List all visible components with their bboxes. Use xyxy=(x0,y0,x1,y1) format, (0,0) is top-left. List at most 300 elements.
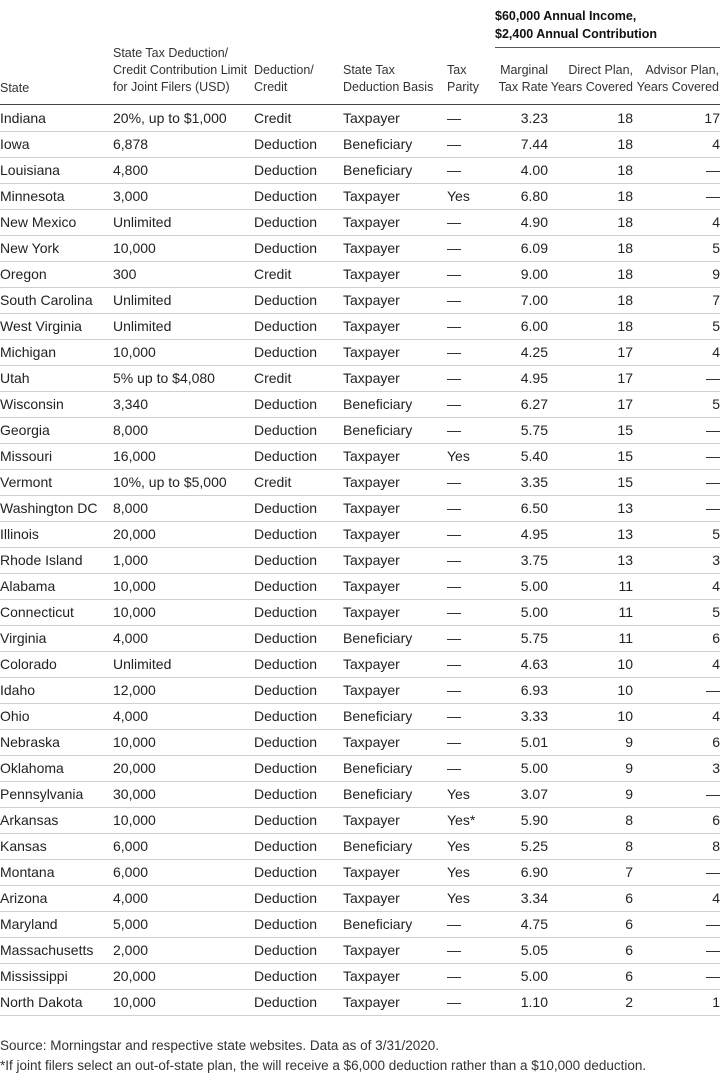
basis-cell: Taxpayer xyxy=(343,938,447,964)
state-cell: Montana xyxy=(0,860,113,886)
rate-cell: 7.44 xyxy=(495,132,548,158)
state-cell: North Dakota xyxy=(0,990,113,1016)
state-cell: Rhode Island xyxy=(0,548,113,574)
advisor-years-cell: 6 xyxy=(633,730,720,756)
limit-cell: 20,000 xyxy=(113,522,254,548)
basis-cell: Taxpayer xyxy=(343,652,447,678)
limit-cell: 20,000 xyxy=(113,964,254,990)
state-cell: Wisconsin xyxy=(0,392,113,418)
type-cell: Deduction xyxy=(254,912,343,938)
rate-cell: 4.95 xyxy=(495,522,548,548)
type-cell: Deduction xyxy=(254,314,343,340)
rate-cell: 3.35 xyxy=(495,470,548,496)
table-row xyxy=(0,600,720,626)
state-cell: Oklahoma xyxy=(0,756,113,782)
advisor-years-cell: — xyxy=(633,964,720,990)
limit-cell: 2,000 xyxy=(113,938,254,964)
limit-cell: 30,000 xyxy=(113,782,254,808)
state-cell: Oregon xyxy=(0,262,113,288)
table-row xyxy=(0,184,720,210)
advisor-years-cell: — xyxy=(633,444,720,470)
rate-cell: 6.80 xyxy=(495,184,548,210)
table-row xyxy=(0,990,720,1016)
column-header-direct: Direct Plan, Years Covered xyxy=(550,63,633,94)
table-row xyxy=(0,288,720,314)
basis-cell: Taxpayer xyxy=(343,730,447,756)
parity-cell: — xyxy=(447,548,495,574)
advisor-years-cell: 4 xyxy=(633,210,720,236)
rate-cell: 6.93 xyxy=(495,678,548,704)
parity-cell: — xyxy=(447,730,495,756)
advisor-years-cell: 4 xyxy=(633,340,720,366)
table-row xyxy=(0,210,720,236)
type-cell: Deduction xyxy=(254,158,343,184)
limit-cell: 10,000 xyxy=(113,340,254,366)
advisor-years-cell: 5 xyxy=(633,600,720,626)
parity-cell: — xyxy=(447,990,495,1016)
limit-cell: 6,000 xyxy=(113,860,254,886)
direct-years-cell: 6 xyxy=(548,886,633,912)
state-cell: Kansas xyxy=(0,834,113,860)
rate-cell: 3.23 xyxy=(495,106,548,132)
type-cell: Deduction xyxy=(254,496,343,522)
parity-cell: — xyxy=(447,756,495,782)
advisor-years-cell: 6 xyxy=(633,808,720,834)
parity-cell: — xyxy=(447,106,495,132)
table-row xyxy=(0,808,720,834)
parity-cell: — xyxy=(447,704,495,730)
rate-cell: 3.07 xyxy=(495,782,548,808)
basis-cell: Taxpayer xyxy=(343,600,447,626)
advisor-years-cell: 17 xyxy=(633,106,720,132)
parity-cell: Yes xyxy=(447,184,495,210)
direct-years-cell: 9 xyxy=(548,756,633,782)
rate-cell: 6.09 xyxy=(495,236,548,262)
parity-cell: — xyxy=(447,314,495,340)
state-cell: New York xyxy=(0,236,113,262)
advisor-years-cell: 3 xyxy=(633,756,720,782)
rate-cell: 5.75 xyxy=(495,626,548,652)
basis-cell: Taxpayer xyxy=(343,444,447,470)
limit-cell: 10%, up to $5,000 xyxy=(113,470,254,496)
limit-cell: 20%, up to $1,000 xyxy=(113,106,254,132)
direct-years-cell: 13 xyxy=(548,496,633,522)
column-header-type: Deduction/ Credit xyxy=(254,63,314,94)
advisor-years-cell: 5 xyxy=(633,392,720,418)
limit-cell: 10,000 xyxy=(113,730,254,756)
state-cell: Colorado xyxy=(0,652,113,678)
footnote: *If joint filers select an out-of-state plan, the will receive a $6,000 deduction rather than a $10,000 deduction. xyxy=(0,1058,647,1073)
direct-years-cell: 8 xyxy=(548,808,633,834)
rate-cell: 5.90 xyxy=(495,808,548,834)
table-row xyxy=(0,236,720,262)
state-cell: Nebraska xyxy=(0,730,113,756)
advisor-years-cell: 5 xyxy=(633,236,720,262)
advisor-years-cell: — xyxy=(633,158,720,184)
advisor-years-cell: — xyxy=(633,184,720,210)
type-cell: Deduction xyxy=(254,626,343,652)
rate-cell: 1.10 xyxy=(495,990,548,1016)
direct-years-cell: 17 xyxy=(548,366,633,392)
table-row xyxy=(0,574,720,600)
table-row xyxy=(0,496,720,522)
type-cell: Deduction xyxy=(254,782,343,808)
limit-cell: 3,340 xyxy=(113,392,254,418)
type-cell: Deduction xyxy=(254,678,343,704)
rate-cell: 4.00 xyxy=(495,158,548,184)
header-rule xyxy=(0,104,720,105)
advisor-years-cell: — xyxy=(633,678,720,704)
direct-years-cell: 18 xyxy=(548,262,633,288)
basis-cell: Taxpayer xyxy=(343,262,447,288)
direct-years-cell: 18 xyxy=(548,132,633,158)
advisor-years-cell: 6 xyxy=(633,626,720,652)
type-cell: Deduction xyxy=(254,184,343,210)
parity-cell: — xyxy=(447,236,495,262)
state-cell: Ohio xyxy=(0,704,113,730)
basis-cell: Taxpayer xyxy=(343,288,447,314)
limit-cell: 8,000 xyxy=(113,418,254,444)
state-cell: Massachusetts xyxy=(0,938,113,964)
type-cell: Deduction xyxy=(254,288,343,314)
limit-cell: 10,000 xyxy=(113,990,254,1016)
advisor-years-cell: 4 xyxy=(633,704,720,730)
direct-years-cell: 15 xyxy=(548,444,633,470)
direct-years-cell: 18 xyxy=(548,288,633,314)
rate-cell: 3.75 xyxy=(495,548,548,574)
basis-cell: Beneficiary xyxy=(343,418,447,444)
advisor-years-cell: 8 xyxy=(633,834,720,860)
limit-cell: 4,000 xyxy=(113,704,254,730)
limit-cell: 6,000 xyxy=(113,834,254,860)
rate-cell: 4.75 xyxy=(495,912,548,938)
parity-cell: Yes xyxy=(447,886,495,912)
parity-cell: — xyxy=(447,392,495,418)
state-cell: Indiana xyxy=(0,106,113,132)
state-cell: Virginia xyxy=(0,626,113,652)
parity-cell: — xyxy=(447,158,495,184)
limit-cell: 4,800 xyxy=(113,158,254,184)
basis-cell: Beneficiary xyxy=(343,158,447,184)
rate-cell: 5.00 xyxy=(495,574,548,600)
state-cell: Connecticut xyxy=(0,600,113,626)
table-row xyxy=(0,444,720,470)
type-cell: Deduction xyxy=(254,860,343,886)
table-row xyxy=(0,626,720,652)
table-row xyxy=(0,314,720,340)
basis-cell: Beneficiary xyxy=(343,912,447,938)
direct-years-cell: 15 xyxy=(548,470,633,496)
basis-cell: Beneficiary xyxy=(343,756,447,782)
limit-cell: 4,000 xyxy=(113,886,254,912)
advisor-years-cell: — xyxy=(633,496,720,522)
advisor-years-cell: — xyxy=(633,366,720,392)
type-cell: Deduction xyxy=(254,704,343,730)
basis-cell: Taxpayer xyxy=(343,210,447,236)
advisor-years-cell: 4 xyxy=(633,886,720,912)
rate-cell: 6.00 xyxy=(495,314,548,340)
advisor-years-cell: — xyxy=(633,418,720,444)
column-header-advisor: Advisor Plan, Years Covered xyxy=(636,63,719,94)
direct-years-cell: 11 xyxy=(548,626,633,652)
table-row xyxy=(0,860,720,886)
type-cell: Deduction xyxy=(254,730,343,756)
rate-cell: 5.25 xyxy=(495,834,548,860)
column-header-limit: State Tax Deduction/ Credit Contribution Limit for Joint Filers (USD) xyxy=(113,46,248,94)
state-cell: South Carolina xyxy=(0,288,113,314)
advisor-years-cell: 4 xyxy=(633,652,720,678)
state-cell: Arkansas xyxy=(0,808,113,834)
basis-cell: Taxpayer xyxy=(343,314,447,340)
direct-years-cell: 17 xyxy=(548,340,633,366)
rate-cell: 9.00 xyxy=(495,262,548,288)
basis-cell: Taxpayer xyxy=(343,106,447,132)
type-cell: Deduction xyxy=(254,600,343,626)
limit-cell: Unlimited xyxy=(113,210,254,236)
limit-cell: Unlimited xyxy=(113,314,254,340)
rate-cell: 5.00 xyxy=(495,600,548,626)
group-header-rule xyxy=(495,47,720,48)
table-row xyxy=(0,548,720,574)
table-row xyxy=(0,652,720,678)
table-row xyxy=(0,418,720,444)
direct-years-cell: 9 xyxy=(548,782,633,808)
rate-cell: 3.33 xyxy=(495,704,548,730)
table-row xyxy=(0,912,720,938)
type-cell: Credit xyxy=(254,262,343,288)
limit-cell: 20,000 xyxy=(113,756,254,782)
limit-cell: 3,000 xyxy=(113,184,254,210)
type-cell: Deduction xyxy=(254,886,343,912)
table-row xyxy=(0,340,720,366)
advisor-years-cell: — xyxy=(633,782,720,808)
parity-cell: Yes xyxy=(447,860,495,886)
basis-cell: Taxpayer xyxy=(343,548,447,574)
rate-cell: 3.34 xyxy=(495,886,548,912)
rate-cell: 4.90 xyxy=(495,210,548,236)
column-header-basis: State Tax Deduction Basis xyxy=(343,63,434,94)
rate-cell: 6.27 xyxy=(495,392,548,418)
advisor-years-cell: 1 xyxy=(633,990,720,1016)
parity-cell: — xyxy=(447,496,495,522)
direct-years-cell: 10 xyxy=(548,704,633,730)
advisor-years-cell: 4 xyxy=(633,574,720,600)
basis-cell: Taxpayer xyxy=(343,574,447,600)
type-cell: Deduction xyxy=(254,548,343,574)
state-cell: Illinois xyxy=(0,522,113,548)
advisor-years-cell: — xyxy=(633,938,720,964)
direct-years-cell: 18 xyxy=(548,184,633,210)
parity-cell: — xyxy=(447,626,495,652)
direct-years-cell: 7 xyxy=(548,860,633,886)
type-cell: Deduction xyxy=(254,652,343,678)
table-row xyxy=(0,392,720,418)
type-cell: Deduction xyxy=(254,808,343,834)
direct-years-cell: 18 xyxy=(548,106,633,132)
parity-cell: — xyxy=(447,418,495,444)
type-cell: Deduction xyxy=(254,418,343,444)
basis-cell: Taxpayer xyxy=(343,184,447,210)
parity-cell: Yes xyxy=(447,782,495,808)
state-cell: Pennsylvania xyxy=(0,782,113,808)
table-row xyxy=(0,262,720,288)
parity-cell: — xyxy=(447,912,495,938)
advisor-years-cell: 3 xyxy=(633,548,720,574)
limit-cell: Unlimited xyxy=(113,288,254,314)
rate-cell: 7.00 xyxy=(495,288,548,314)
state-cell: Iowa xyxy=(0,132,113,158)
limit-cell: 5,000 xyxy=(113,912,254,938)
advisor-years-cell: — xyxy=(633,470,720,496)
table-row xyxy=(0,470,720,496)
state-cell: New Mexico xyxy=(0,210,113,236)
basis-cell: Taxpayer xyxy=(343,990,447,1016)
direct-years-cell: 10 xyxy=(548,652,633,678)
state-tax-table xyxy=(0,106,720,1016)
type-cell: Credit xyxy=(254,366,343,392)
direct-years-cell: 10 xyxy=(548,678,633,704)
type-cell: Deduction xyxy=(254,236,343,262)
table-row xyxy=(0,834,720,860)
basis-cell: Taxpayer xyxy=(343,340,447,366)
type-cell: Deduction xyxy=(254,756,343,782)
direct-years-cell: 13 xyxy=(548,522,633,548)
direct-years-cell: 2 xyxy=(548,990,633,1016)
state-cell: Utah xyxy=(0,366,113,392)
state-cell: Washington DC xyxy=(0,496,113,522)
basis-cell: Taxpayer xyxy=(343,964,447,990)
limit-cell: 10,000 xyxy=(113,574,254,600)
limit-cell: 16,000 xyxy=(113,444,254,470)
direct-years-cell: 9 xyxy=(548,730,633,756)
state-cell: Alabama xyxy=(0,574,113,600)
direct-years-cell: 18 xyxy=(548,314,633,340)
type-cell: Deduction xyxy=(254,938,343,964)
type-cell: Deduction xyxy=(254,132,343,158)
direct-years-cell: 6 xyxy=(548,964,633,990)
type-cell: Deduction xyxy=(254,574,343,600)
rate-cell: 6.90 xyxy=(495,860,548,886)
basis-cell: Taxpayer xyxy=(343,886,447,912)
rate-cell: 5.00 xyxy=(495,964,548,990)
table-row xyxy=(0,756,720,782)
basis-cell: Taxpayer xyxy=(343,860,447,886)
table-row xyxy=(0,886,720,912)
state-cell: Minnesota xyxy=(0,184,113,210)
limit-cell: 12,000 xyxy=(113,678,254,704)
basis-cell: Beneficiary xyxy=(343,704,447,730)
state-cell: Georgia xyxy=(0,418,113,444)
advisor-years-cell: 5 xyxy=(633,314,720,340)
table-row xyxy=(0,678,720,704)
limit-cell: 10,000 xyxy=(113,600,254,626)
direct-years-cell: 18 xyxy=(548,158,633,184)
basis-cell: Taxpayer xyxy=(343,236,447,262)
state-cell: Mississippi xyxy=(0,964,113,990)
state-cell: Louisiana xyxy=(0,158,113,184)
basis-cell: Beneficiary xyxy=(343,392,447,418)
type-cell: Deduction xyxy=(254,444,343,470)
group-header-line1: $60,000 Annual Income, xyxy=(495,9,637,23)
column-header-parity: Tax Parity xyxy=(447,63,479,94)
group-header xyxy=(495,7,720,43)
basis-cell: Beneficiary xyxy=(343,626,447,652)
advisor-years-cell: 7 xyxy=(633,288,720,314)
parity-cell: — xyxy=(447,652,495,678)
rate-cell: 5.00 xyxy=(495,756,548,782)
basis-cell: Beneficiary xyxy=(343,132,447,158)
parity-cell: — xyxy=(447,678,495,704)
limit-cell: Unlimited xyxy=(113,652,254,678)
table-row xyxy=(0,964,720,990)
rate-cell: 4.63 xyxy=(495,652,548,678)
table-row xyxy=(0,782,720,808)
group-header-line2: $2,400 Annual Contribution xyxy=(495,27,658,41)
table-row xyxy=(0,704,720,730)
parity-cell: — xyxy=(447,600,495,626)
table-row xyxy=(0,938,720,964)
parity-cell: — xyxy=(447,210,495,236)
limit-cell: 10,000 xyxy=(113,236,254,262)
direct-years-cell: 15 xyxy=(548,418,633,444)
rate-cell: 4.95 xyxy=(495,366,548,392)
direct-years-cell: 13 xyxy=(548,548,633,574)
table-row xyxy=(0,366,720,392)
state-cell: Maryland xyxy=(0,912,113,938)
source-note: Source: Morningstar and respective state websites. Data as of 3/31/2020. xyxy=(0,1038,439,1053)
parity-cell: — xyxy=(447,366,495,392)
column-header-rate: Marginal Tax Rate xyxy=(498,63,548,94)
basis-cell: Taxpayer xyxy=(343,496,447,522)
parity-cell: — xyxy=(447,522,495,548)
type-cell: Deduction xyxy=(254,210,343,236)
type-cell: Credit xyxy=(254,470,343,496)
state-cell: Idaho xyxy=(0,678,113,704)
basis-cell: Taxpayer xyxy=(343,366,447,392)
state-cell: West Virginia xyxy=(0,314,113,340)
rate-cell: 5.05 xyxy=(495,938,548,964)
column-header-state: State xyxy=(0,81,30,95)
direct-years-cell: 17 xyxy=(548,392,633,418)
parity-cell: — xyxy=(447,132,495,158)
state-cell: Arizona xyxy=(0,886,113,912)
rate-cell: 5.75 xyxy=(495,418,548,444)
parity-cell: — xyxy=(447,938,495,964)
advisor-years-cell: — xyxy=(633,912,720,938)
advisor-years-cell: 5 xyxy=(633,522,720,548)
parity-cell: Yes xyxy=(447,834,495,860)
direct-years-cell: 6 xyxy=(548,938,633,964)
type-cell: Deduction xyxy=(254,392,343,418)
direct-years-cell: 18 xyxy=(548,210,633,236)
state-cell: Michigan xyxy=(0,340,113,366)
parity-cell: — xyxy=(447,288,495,314)
type-cell: Deduction xyxy=(254,522,343,548)
limit-cell: 300 xyxy=(113,262,254,288)
direct-years-cell: 8 xyxy=(548,834,633,860)
basis-cell: Taxpayer xyxy=(343,808,447,834)
parity-cell: — xyxy=(447,574,495,600)
direct-years-cell: 11 xyxy=(548,600,633,626)
parity-cell: Yes* xyxy=(447,808,495,834)
type-cell: Deduction xyxy=(254,340,343,366)
limit-cell: 6,878 xyxy=(113,132,254,158)
parity-cell: — xyxy=(447,470,495,496)
limit-cell: 4,000 xyxy=(113,626,254,652)
advisor-years-cell: 9 xyxy=(633,262,720,288)
direct-years-cell: 18 xyxy=(548,236,633,262)
type-cell: Credit xyxy=(254,106,343,132)
